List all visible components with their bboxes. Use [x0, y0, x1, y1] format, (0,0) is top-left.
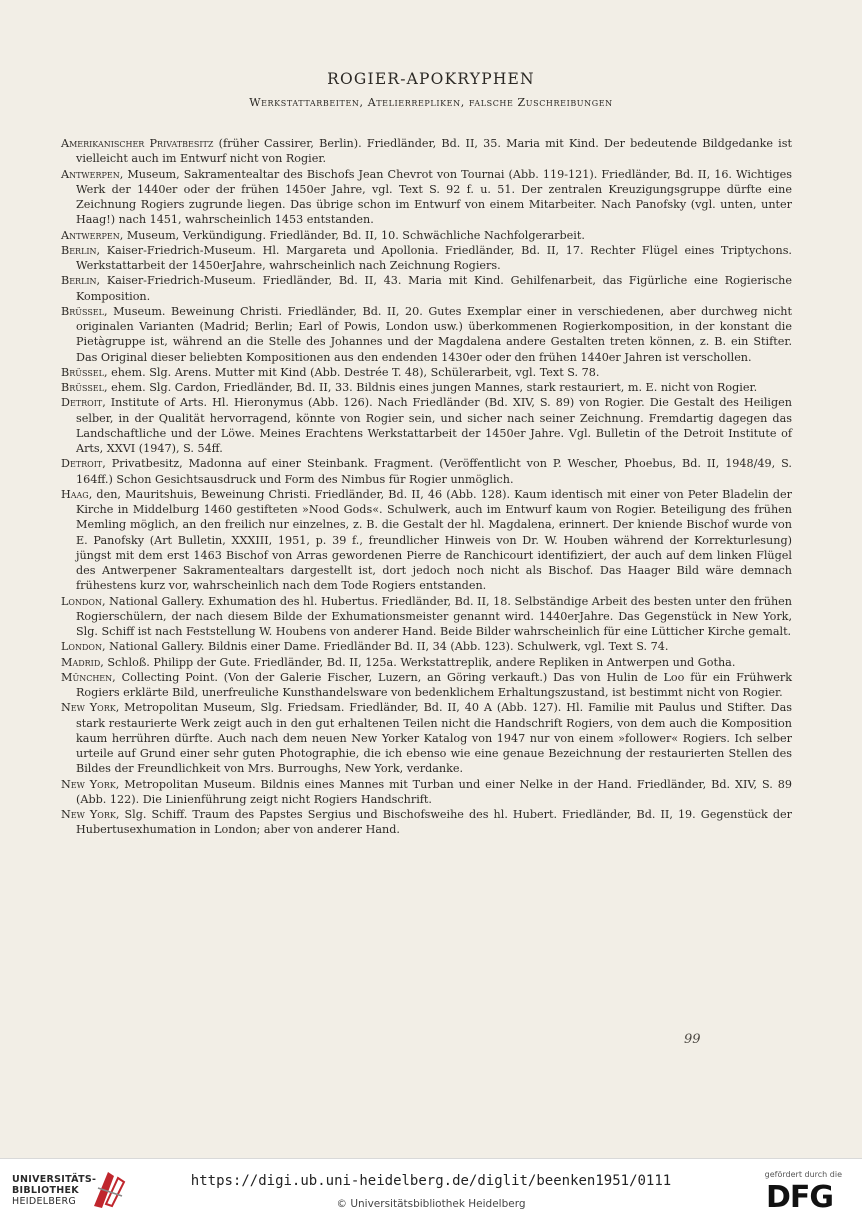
entry-location: Detroit,: [61, 457, 106, 471]
entry-text: Museum. Beweinung Christi. Friedländer, Bd. II, 20. Gutes Exemplar einer in verschiedenen, aber durchweg nicht originalen Varianten (Madrid; Berlin; Earl of Powis, London usw.) überkommenen Rogierkomposition, in der konstant die Pietàgruppe ist, während an die Stelle des Johannes und der Magdalena andere Gestalten treten können, z. B. ein Stifter. Das Original dieser beliebten Kompositionen aus den endenden 1430er oder den frühen 1440er Jahren ist verschollen.: [76, 304, 792, 364]
dfg-caption: gefördert durch die: [764, 1170, 842, 1179]
catalog-entry: [61, 365, 792, 380]
catalog-entry: [61, 243, 792, 274]
catalog-entry: [61, 670, 792, 701]
entry-text: ehem. Slg. Arens. Mutter mit Kind (Abb. Destrée T. 48), Schülerarbeit, vgl. Text S. 78.: [107, 365, 600, 379]
catalog-entry: [61, 594, 792, 640]
entry-location: Brüssel,: [61, 381, 108, 394]
permalink-url[interactable]: https://digi.ub.uni-heidelberg.de/diglit/beenken1951/0111: [190, 1173, 672, 1189]
entry-text: den, Mauritshuis, Beweinung Christi. Friedländer, Bd. II, 46 (Abb. 128). Kaum identisch mit einer von Peter Bladelin der Kirche in Middelburg 1460 gestifteten »Nood Gods«. Schulwerk, auch im Entwurf kaum von Rogier. Beteiligung des frühen Memling möglich, an den freilich nur einzelnes, z. B. die Gestalt der hl. Magdalena, erinnert. Der kniende Bischof wurde von E. Panofsky (Art Bulletin, XXXIII, 1951, p. 39 f., freundlicher Hinweis von Dr. W. Houben während der Korrekturlesung) jüngst mit dem erst 1463 Bischof von Arras gewordenen Pierre de Ranchicourt identifiziert, der auch auf dem linken Flügel des Antwerpener Sakramentealtars dargestellt ist, dort jedoch noch nicht als Bischof. Das Haager Bild wäre demnach frühestens kurz vor, wahrscheinlich nach dem Tode Rogiers entstanden.: [76, 487, 792, 593]
entry-location: Brüssel,: [61, 304, 108, 318]
entry-location: London,: [61, 594, 106, 608]
entry-location: Brüssel,: [61, 365, 108, 379]
catalog-entry: [61, 655, 792, 670]
library-name-line1: UNIVERSITÄTS-: [12, 1174, 97, 1185]
entry-location: Berlin,: [61, 274, 101, 288]
catalog-entry: [61, 777, 792, 808]
library-name-line3: HEIDELBERG: [12, 1196, 77, 1207]
catalog-entry: [61, 228, 792, 243]
catalog-entry: [61, 456, 792, 487]
entry-text: ehem. Slg. Cardon, Friedländer, Bd. II, 33. Bildnis eines jungen Mannes, stark restauriert, m. E. nicht von Rogier.: [107, 381, 758, 394]
entry-location: Antwerpen,: [61, 167, 124, 181]
copyright-notice: © Universitätsbibliothek Heidelberg: [336, 1198, 526, 1210]
entry-text: National Gallery. Exhumation des hl. Hubertus. Friedländer, Bd. II, 18. Selbständige Arbeit des besten unter den frühen Rogierschülern, der nach diesem Bilde der Exhumationsmeister genannt wird. 1440erJahre. Das Gegenstück in New York, Slg. Schiff ist nach Feststellung W. Houbens von anderer Hand. Beide Bilder wahrscheinlich für eine Lütticher Kirche gemalt.: [76, 594, 792, 638]
catalog-entry: [61, 304, 792, 365]
catalog-entry: [61, 273, 792, 304]
page-title: ROGIER-APOKRYPHEN: [327, 70, 535, 88]
catalog-entry: [61, 807, 792, 838]
entry-location: Amerikanischer Privatbesitz: [61, 137, 214, 150]
catalog-entry: [61, 167, 792, 228]
entry-location: New York,: [61, 777, 120, 791]
footer-divider: [0, 1158, 862, 1159]
entry-text: Schloß. Philipp der Gute. Friedländer, Bd. II, 125a. Werkstattreplik, andere Repliken in Antwerpen und Gotha.: [103, 655, 736, 669]
entry-location: München,: [61, 670, 116, 684]
catalog-entry: [61, 487, 792, 594]
entry-text: Kaiser-Friedrich-Museum. Friedländer, Bd. II, 43. Maria mit Kind. Gehilfenarbeit, das Figürliche eine Rogierische Komposition.: [76, 274, 792, 303]
catalog-entry: [61, 395, 792, 456]
entry-text: National Gallery. Bildnis einer Dame. Friedländer Bd. II, 34 (Abb. 123). Schulwerk, vgl. Text S. 74.: [105, 640, 669, 654]
dfg-logo[interactable]: [762, 1170, 852, 1214]
entry-text: Collecting Point. (Von der Galerie Fischer, Luzern, an Göring verkauft.) Das von Hulin de Loo für ein Frühwerk Rogiers erklärte Bild, unerfreuliche Kunsthandelsware von bedenklichem Erhaltungszustand, ist bestimmt nicht von Rogier.: [76, 670, 792, 699]
catalog-entry: [61, 380, 792, 395]
entry-text: Institute of Arts. Hl. Hieronymus (Abb. 126). Nach Friedländer (Bd. XIV, S. 89) von Rogier. Die Gestalt des Heiligen selber, in der Qualität hervorragend, könnte von Rogier sein, und sicher nach seiner Zeichnung. Fremdartig dagegen das Landschaftliche und der Löwe. Meines Erachtens Werkstattarbeit der 1450er Jahre. Vgl. Bulletin of the Detroit Institute of Arts, XXVI (1947), S. 54ff.: [76, 396, 792, 455]
page-subtitle: Werkstattarbeiten, Atelierrepliken, falsche Zuschreibungen: [249, 96, 613, 109]
entry-text: Museum, Verkündigung. Friedländer, Bd. II, 10. Schwächliche Nachfolgerarbeit.: [123, 228, 585, 242]
dfg-wordmark: DFG: [766, 1180, 834, 1215]
entry-text: Privatbesitz, Madonna auf einer Steinbank. Fragment. (Veröffentlicht von P. Wescher, Phoebus, Bd. II, 1948/49, S. 164ff.) Schon Gesichtsausdruck und Form des Nimbus für Rogier unmöglich.: [76, 457, 792, 486]
entry-text: Metropolitan Museum. Bildnis eines Mannes mit Turban und einer Nelke in der Hand. Friedländer, Bd. XIV, S. 89 (Abb. 122). Die Linienführung zeigt nicht Rogiers Handschrift.: [76, 777, 792, 806]
entry-location: New York,: [61, 701, 120, 715]
entry-location: New York,: [61, 808, 120, 821]
library-name-line2: BIBLIOTHEK: [12, 1185, 79, 1196]
catalog-entry: [61, 136, 792, 167]
entry-location: Antwerpen,: [61, 228, 124, 242]
entry-text: Metropolitan Museum, Slg. Friedsam. Friedländer, Bd. II, 40 A (Abb. 127). Hl. Familie mit Paulus und Stifter. Das stark restaurierte Werk zeigt auch in den gut erhaltenen Teilen nicht die Handschrift Rogiers, von dem auch die Komposition kaum herrühren dürfte. Auch nach dem neuen New Yorker Katalog von 1947 nur von einem »follower« Rogiers. Ich selber urteile auf Grund einer sehr guten Photographie, die ich ebenso wie eine genaue Bezeichnung der restaurierten Stellen des Bildes der Freundlichkeit von Mrs. Burroughs, New York, verdanke.: [76, 701, 792, 776]
catalog-entry: [61, 639, 792, 654]
entry-location: Berlin,: [61, 243, 101, 257]
entry-text: Kaiser-Friedrich-Museum. Hl. Margareta und Apollonia. Friedländer, Bd. II, 17. Rechter Flügel eines Triptychons. Werkstattarbeit der 1450erJahre, wahrscheinlich nach Zeichnung Rogiers.: [76, 243, 792, 272]
entry-location: London,: [61, 640, 106, 654]
catalog-entry: [61, 700, 792, 776]
entry-text: Museum, Sakramentealtar des Bischofs Jean Chevrot von Tournai (Abb. 119-121). Friedländer, Bd. II, 16. Wichtiges Werk der 1440er oder der frühen 1450er Jahre, vgl. Text S. 92 f. u. 51. Der zentralen Kreuzigungsgruppe dürfte eine Zeichnung Rogiers zugrunde liegen. Das übrige schon im Entwurf von einem Mitarbeiter. Nach Panofsky (vgl. unten, unter Haag!) nach 1451, wahrscheinlich 1453 entstanden.: [76, 167, 792, 227]
entry-text: Slg. Schiff. Traum des Papstes Sergius und Bischofsweihe des hl. Hubert. Friedländer, Bd. II, 19. Gegenstück der Hubertusexhumation in London; aber von anderer Hand.: [76, 808, 792, 837]
page-number: 99: [684, 1032, 701, 1047]
catalog-entries: [61, 136, 792, 838]
entry-location: Detroit,: [61, 396, 106, 410]
entry-text: (früher Cassirer, Berlin). Friedländer, Bd. II, 35. Maria mit Kind. Der bedeutende Bildgedanke ist vielleicht auch im Entwurf nicht von Rogier.: [76, 137, 792, 166]
footer-bar: [0, 1158, 862, 1221]
entry-location: Haag,: [61, 487, 93, 501]
entry-location: Madrid,: [61, 655, 104, 669]
